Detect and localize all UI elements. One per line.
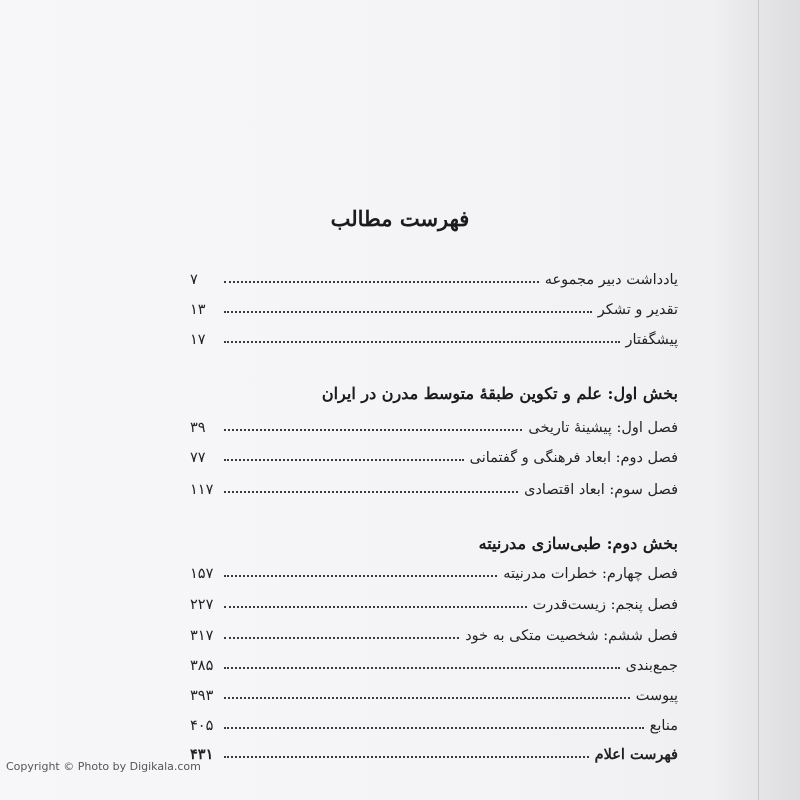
toc-entry-label: فصل سوم: ابعاد اقتصادی [524, 482, 678, 498]
toc-entry-page: ۱۳ [190, 302, 206, 318]
toc-entry-label: فصل پنجم: زیست‌قدرت [532, 597, 678, 613]
toc-entry-page: ۳۸۵ [190, 658, 214, 674]
toc-entry-page: ۳۱۷ [190, 628, 214, 644]
page-spine-edge [758, 0, 759, 800]
dot-leader [224, 340, 620, 343]
toc-entry-label: فصل چهارم: خطرات مدرنیته [503, 566, 678, 582]
toc-entry-label: تقدیر و تشکر [597, 302, 678, 318]
toc-entry-references [190, 710, 678, 734]
dot-leader [224, 428, 522, 431]
dot-leader [224, 666, 620, 669]
toc-entry-label: منابع [649, 718, 678, 734]
toc-title: فهرست مطالب [330, 206, 470, 231]
toc-entry-label: پیوست [635, 688, 678, 704]
page-spine-shadow [712, 0, 800, 800]
toc-entry-index [190, 739, 678, 763]
copyright-watermark: Copyright © Photo by Digikala.com [6, 760, 201, 773]
toc-entry-label: پیشگفتار [625, 332, 678, 348]
dot-leader [224, 605, 527, 608]
toc-entry-label: یادداشت دبیر مجموعه [544, 272, 678, 288]
toc-entry-page: ۷۷ [190, 450, 206, 466]
toc-entry-appendix [190, 680, 678, 704]
dot-leader [224, 458, 464, 461]
dot-leader [224, 636, 459, 639]
toc-entry-page: ۷ [190, 272, 198, 288]
dot-leader [224, 490, 518, 493]
toc-entry-ch1 [190, 412, 678, 436]
dot-leader [224, 755, 589, 758]
toc-entry-page: ۲۲۷ [190, 597, 214, 613]
toc-entry-label: فصل اول: پیشینهٔ تاریخی [528, 420, 678, 436]
toc-entry-label: فهرست اعلام [594, 746, 678, 763]
dot-leader [224, 726, 644, 729]
dot-leader [224, 574, 497, 577]
toc-entry-ch6 [190, 620, 678, 644]
dot-leader [224, 310, 592, 313]
toc-entry-preface [190, 324, 678, 348]
dot-leader [224, 280, 539, 283]
toc-entry-ch5 [190, 589, 678, 613]
toc-entry-page: ۱۱۷ [190, 482, 214, 498]
toc-entry-page: ۴۰۵ [190, 718, 214, 734]
toc-entry-conclusion [190, 650, 678, 674]
toc-entry-page: ۳۹ [190, 420, 206, 436]
toc-entry-page: ۳۹۳ [190, 688, 214, 704]
toc-entry-editor-note [190, 264, 678, 288]
toc-entry-label: جمع‌بندی [625, 658, 678, 674]
toc-entry-label: فصل دوم: ابعاد فرهنگی و گفتمانی [469, 450, 678, 466]
toc-entry-ch2 [190, 442, 678, 466]
part1-heading: بخش اول: علم و تکوین طبقهٔ متوسط مدرن در ایران [321, 384, 678, 403]
dot-leader [224, 696, 630, 699]
toc-entry-label: فصل ششم: شخصیت متکی به خود [465, 628, 678, 644]
part2-heading: بخش دوم: طبی‌سازی مدرنیته [478, 534, 678, 553]
toc-entry-ch3 [190, 474, 678, 498]
toc-entry-ch4 [190, 558, 678, 582]
toc-entry-page: ۱۵۷ [190, 566, 214, 582]
toc-entry-page: ۱۷ [190, 332, 206, 348]
toc-entry-page: ۴۳۱ [190, 746, 214, 763]
toc-entry-acknowledgements [190, 294, 678, 318]
